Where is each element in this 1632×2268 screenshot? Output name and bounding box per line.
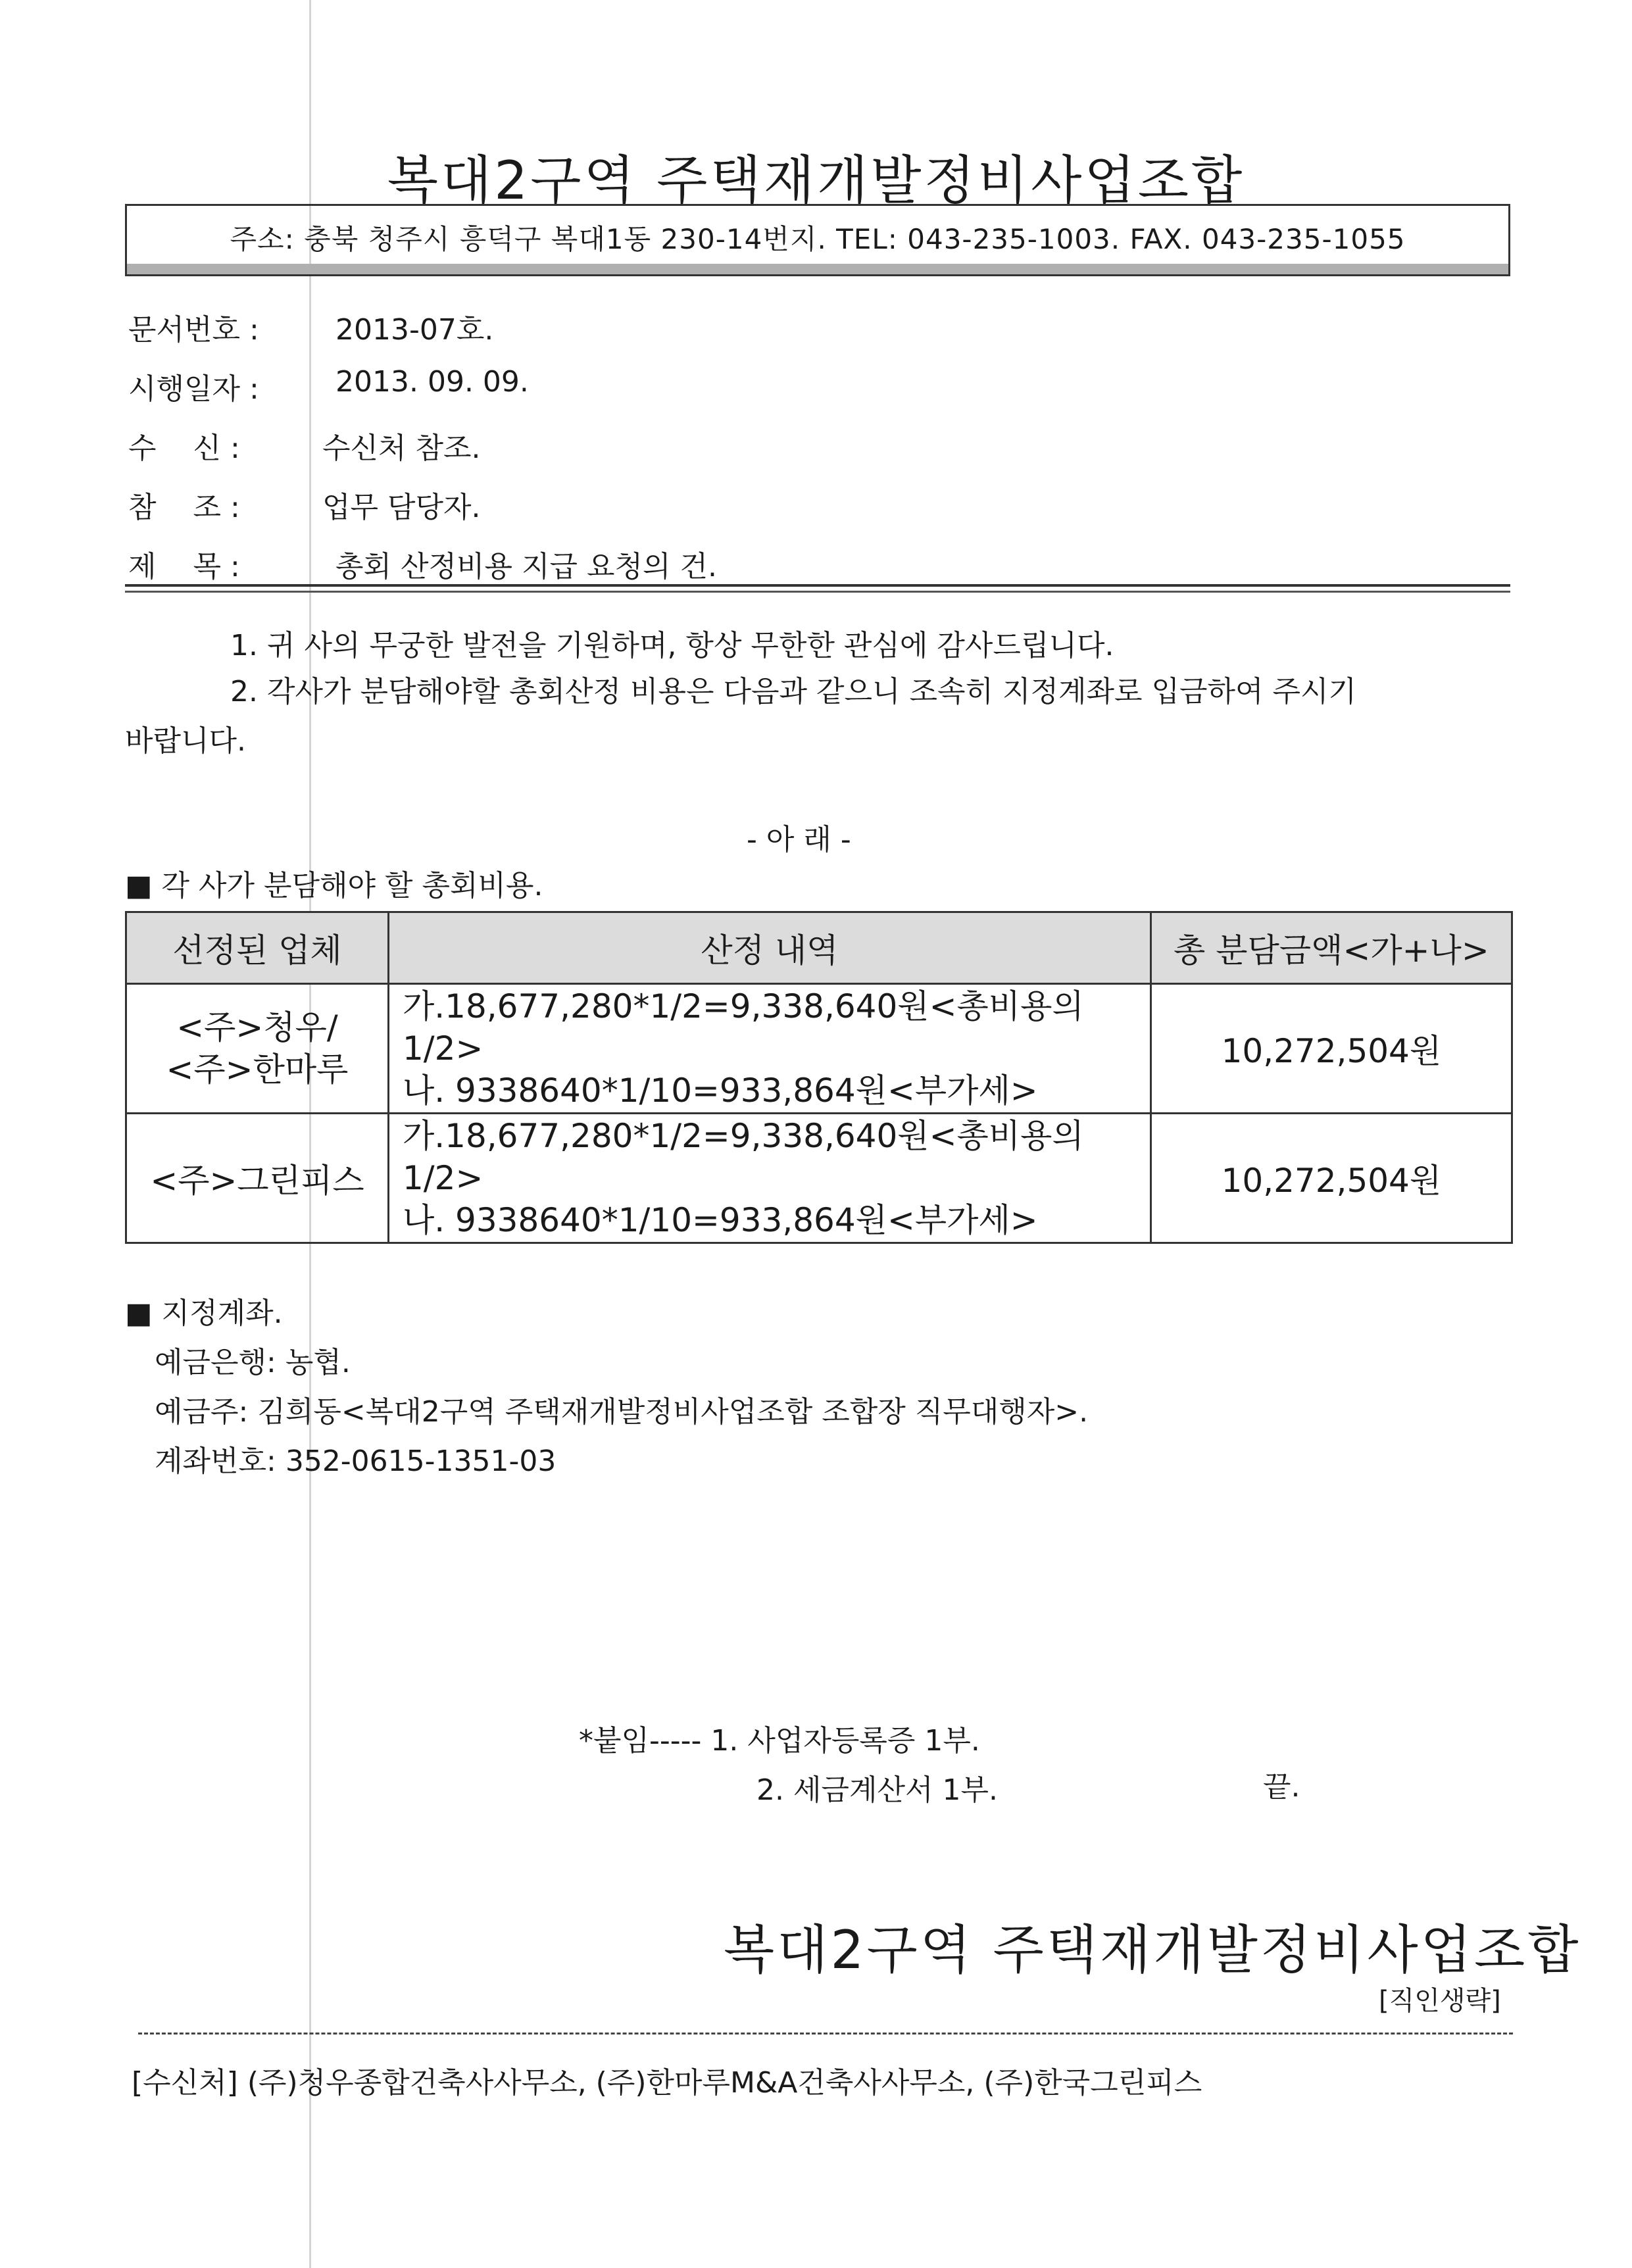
table-header-row: [126, 912, 1512, 984]
header-company: 선정된 업체: [126, 912, 389, 984]
account-holder: 예금주: 김희동<복대2구역 주택재개발정비사업조합 조합장 직무대행자>.: [155, 1395, 1089, 1429]
recipient-value: 수신처 참조.: [322, 431, 481, 465]
date-label: 시행일자 :: [128, 372, 259, 406]
table-row: [126, 984, 1512, 1114]
meta-rule-bottom: [125, 591, 1510, 593]
total-cell: 10,272,504원: [1150, 984, 1512, 1114]
paragraph-2: 2. 각사가 분담해야할 총회산정 비용은 다음과 같으니 조속히 지정계좌로 입금하여 주시기: [230, 675, 1356, 708]
doc-number-label: 문서번호 :: [128, 313, 259, 347]
date-value: 2013. 09. 09.: [335, 365, 529, 399]
header-calculation: 산정 내역: [388, 912, 1150, 984]
paragraph-1: 1. 귀 사의 무궁한 발전을 기원하며, 항상 무한한 관심에 감사드립니다.: [230, 629, 1114, 662]
table-row: [126, 1114, 1512, 1243]
calculation-cell: [388, 984, 1150, 1114]
subject-label: 제 목 :: [128, 550, 240, 583]
company-cell: [126, 1114, 389, 1243]
section-cost-heading: ■ 각 사가 분담해야 할 총회비용.: [125, 869, 543, 902]
total-cell: 10,272,504원: [1150, 1114, 1512, 1243]
address-line: 주소: 충북 청주시 흥덕구 복대1동 230-14번지. TEL: 043-235-1003. FAX. 043-235-1055: [230, 223, 1406, 255]
issuer-name: 복대2구역 주택재개발정비사업조합: [724, 1919, 1581, 1981]
company-line: <주>청우/: [176, 1008, 338, 1047]
paragraph-2-cont: 바랍니다.: [125, 724, 247, 758]
address-box: [125, 204, 1510, 276]
reference-label: 참 조 :: [128, 491, 240, 524]
meta-rule-top: [125, 584, 1510, 587]
company-line: <주>한마루: [166, 1050, 349, 1089]
attachment-line-2: 2. 세금계산서 1부.: [756, 1773, 998, 1807]
calc-line-ga: 가.18,677,280*1/2=9,338,640원<총비용의1/2>: [402, 987, 1084, 1068]
seal-omitted-note: [직인생략]: [1379, 1986, 1501, 2016]
below-heading: - 아 래 -: [747, 823, 851, 856]
reference-value: 업무 담당자.: [322, 491, 481, 524]
end-mark: 끝.: [1263, 1770, 1300, 1804]
cost-table: [125, 911, 1513, 1244]
account-number: 계좌번호: 352-0615-1351-03: [155, 1444, 556, 1478]
account-bank: 예금은행: 농협.: [155, 1346, 351, 1379]
section-account-heading: ■ 지정계좌.: [125, 1296, 283, 1330]
calc-line-na: 나. 9338640*1/10=933,864원<부가세>: [402, 1072, 1038, 1110]
recipients-list: [수신처] (주)청우종합건축사사무소, (주)한마루M&A건축사사무소, (주)한국그린피스: [132, 2066, 1202, 2100]
header-total: 총 분담금액<가+나>: [1150, 912, 1512, 984]
calculation-cell: [388, 1114, 1150, 1243]
doc-number: 2013-07호.: [335, 313, 494, 347]
subject-value: 총회 산정비용 지급 요청의 건.: [335, 550, 717, 583]
attachment-line-1: *붙임----- 1. 사업자등록증 1부.: [579, 1724, 980, 1758]
company-line: <주>그린피스: [150, 1162, 364, 1200]
document-title: 복대2구역 주택재개발정비사업조합: [387, 150, 1245, 211]
calc-line-na: 나. 9338640*1/10=933,864원<부가세>: [402, 1201, 1038, 1239]
recipient-label: 수 신 :: [128, 431, 240, 465]
calc-line-ga: 가.18,677,280*1/2=9,338,640원<총비용의1/2>: [402, 1117, 1084, 1197]
address-box-bar: [127, 264, 1508, 274]
dashed-separator: [138, 2033, 1513, 2034]
company-cell: [126, 984, 389, 1114]
